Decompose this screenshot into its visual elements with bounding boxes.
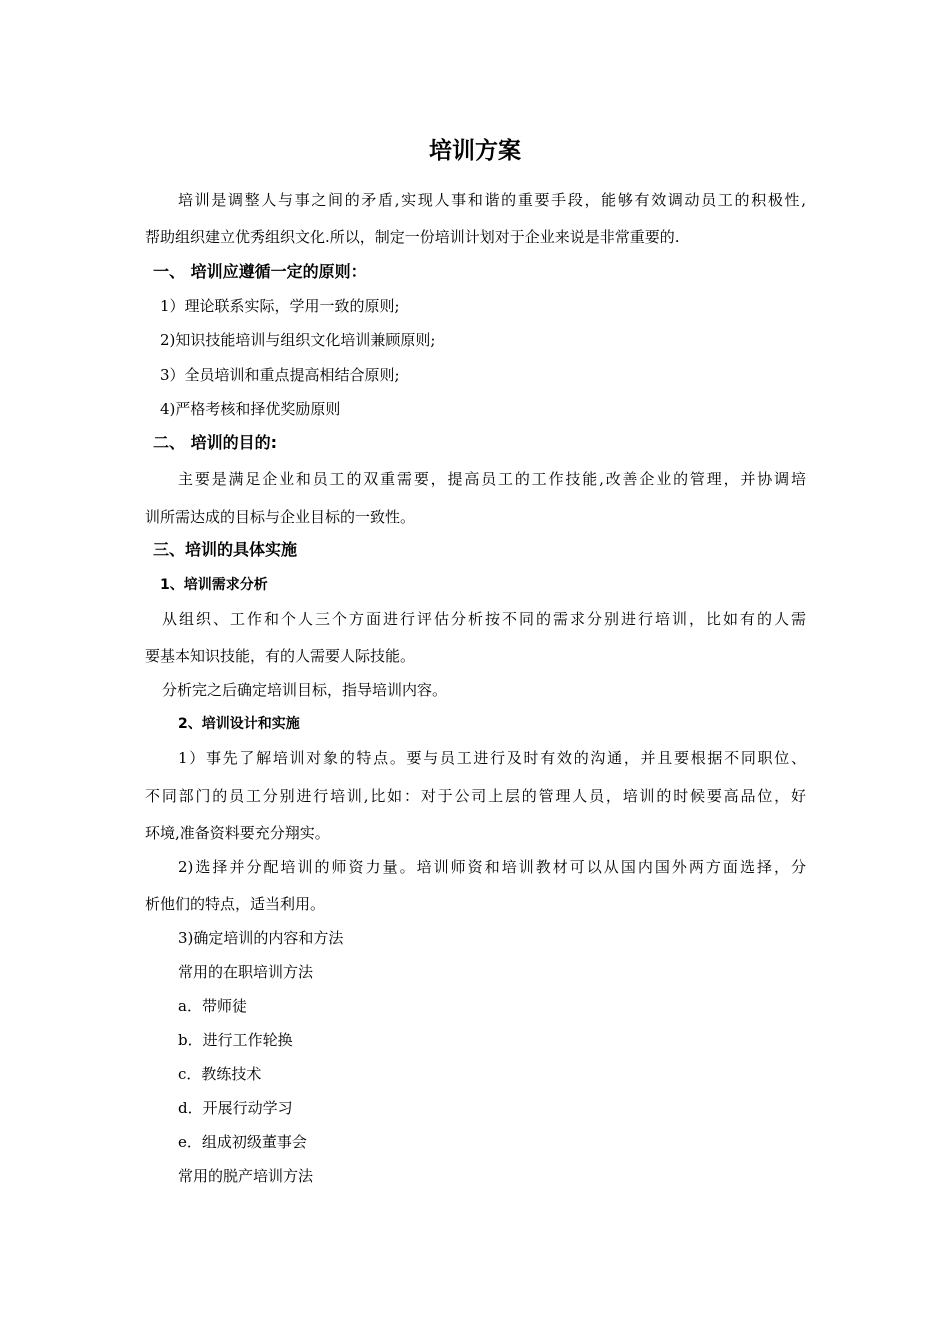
needs-line-1: 从组织、工作和个人三个方面进行评估分析按不同的需求分别进行培训，比如有的人需 <box>162 610 806 628</box>
design-p2-line-2: 析他们的特点，适当利用。 <box>145 895 326 913</box>
onjob-methods-heading: 常用的在职培训方法 <box>178 963 314 981</box>
list-item: e．组成初级董事会 <box>178 1133 307 1151</box>
intro-line-2: 帮助组织建立优秀组织文化.所以，制定一份培训计划对于企业来说是非常重要的. <box>145 228 680 246</box>
document-title: 培训方案 <box>429 138 521 164</box>
purpose-line-1: 主要是满足企业和员工的双重需要，提高员工的工作技能,改善企业的管理，并协调培 <box>178 470 806 488</box>
subsection-1-heading: 1、培训需求分析 <box>160 577 268 593</box>
subsection-2-heading: 2、培训设计和实施 <box>178 716 300 732</box>
needs-line-2: 要基本知识技能，有的人需要人际技能。 <box>145 647 416 665</box>
design-p1-line-1: 1）事先了解培训对象的特点。要与员工进行及时有效的沟通，并且要根据不同职位、 <box>178 749 806 767</box>
offjob-methods-heading: 常用的脱产培训方法 <box>178 1167 314 1185</box>
principle-item: 1）理论联系实际，学用一致的原则; <box>160 297 400 315</box>
design-p1-line-2: 不同部门的员工分别进行培训,比如：对于公司上层的管理人员，培训的时候要高品位，好 <box>145 787 806 805</box>
section-3-heading: 三、培训的具体实施 <box>153 540 298 559</box>
list-item: a．带师徒 <box>178 997 247 1015</box>
section-1-heading: 一、 培训应遵循一定的原则： <box>153 262 367 281</box>
design-p2-line-1: 2)选择并分配培训的师资力量。培训师资和培训教材可以从国内国外两方面选择，分 <box>178 858 806 876</box>
design-p1-line-3: 环境,准备资料要充分翔实。 <box>145 824 330 842</box>
principle-item: 2)知识技能培训与组织文化培训兼顾原则; <box>160 331 436 349</box>
purpose-line-2: 训所需达成的目标与企业目标的一致性。 <box>145 508 416 526</box>
list-item: d．开展行动学习 <box>178 1099 293 1117</box>
list-item: c．教练技术 <box>178 1065 262 1083</box>
principle-item: 3）全员培训和重点提高相结合原则; <box>160 366 400 384</box>
section-2-heading: 二、 培训的目的: <box>153 433 277 452</box>
principle-item: 4)严格考核和择优奖励原则 <box>160 400 341 418</box>
list-item: b．进行工作轮换 <box>178 1031 293 1049</box>
intro-line-1: 培训是调整人与事之间的矛盾,实现人事和谐的重要手段，能够有效调动员工的积极性, <box>178 191 806 209</box>
design-p3: 3)确定培训的内容和方法 <box>178 929 344 947</box>
needs-line-3: 分析完之后确定培训目标，指导培训内容。 <box>162 681 448 699</box>
